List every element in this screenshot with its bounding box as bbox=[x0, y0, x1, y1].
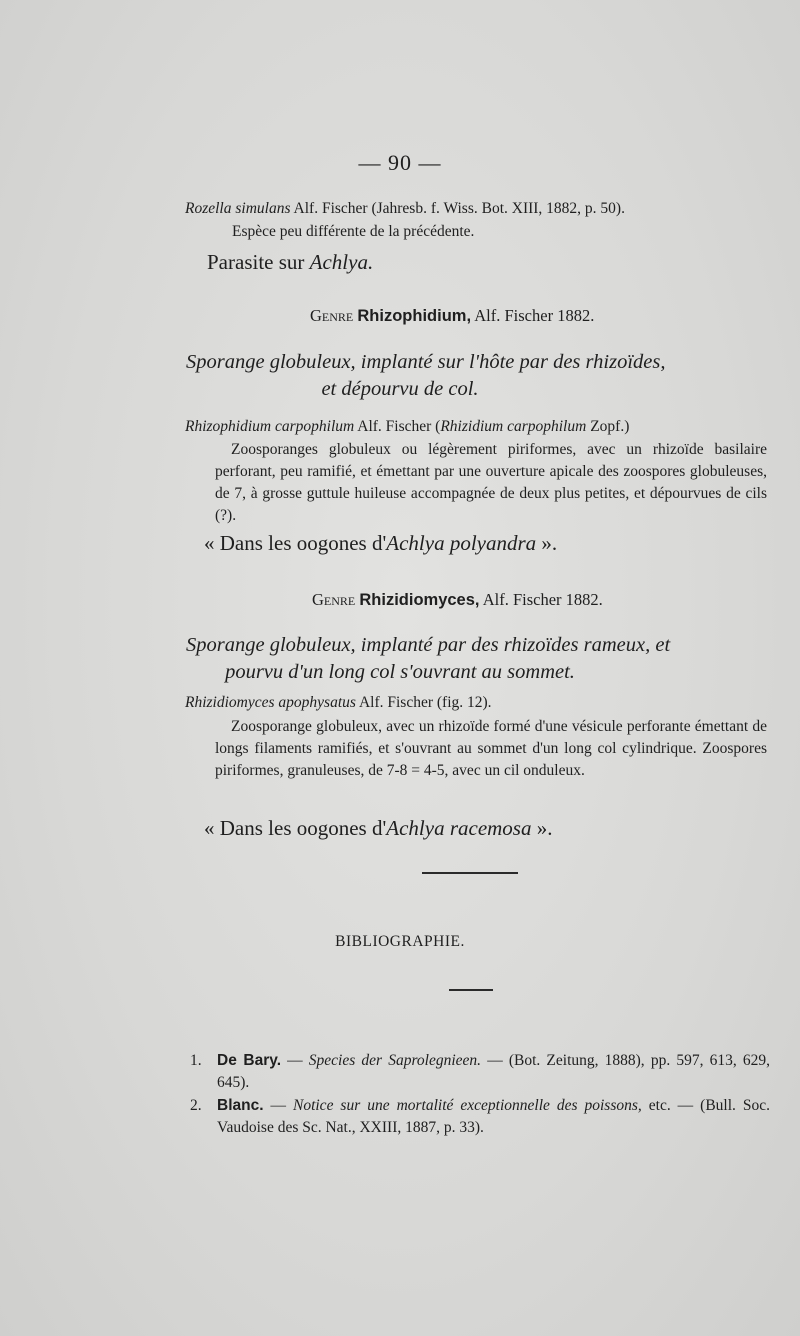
habitat-host: Achlya racemosa bbox=[386, 816, 532, 840]
genre-name: Rhizidiomyces, bbox=[359, 591, 480, 609]
habitat-open: « Dans les oogones d' bbox=[204, 816, 387, 840]
bib-dash: — bbox=[281, 1052, 309, 1069]
bibliography-item bbox=[190, 1095, 770, 1139]
genre-label: Genre bbox=[310, 306, 354, 325]
bib-text bbox=[217, 1050, 770, 1094]
species-name: Rhizophidium carpophilum bbox=[185, 418, 355, 435]
diagnosis-rhizidiomyces-line2: pourvu d'un long col s'ouvrant au sommet. bbox=[225, 661, 575, 683]
diagnosis-rhizophidium-line2: et dépourvu de col. bbox=[321, 378, 479, 400]
synonym-name: Rhizidium carpophilum bbox=[440, 418, 587, 435]
habitat-close: ». bbox=[531, 816, 553, 840]
synonym-open: ( bbox=[435, 418, 441, 435]
habitat-close: ». bbox=[536, 531, 558, 555]
bibliography-list bbox=[190, 1050, 770, 1139]
species-rhizidiomyces-description: Zoosporange globuleux, avec un rhizoïde formé d'une vésicule perforante émettant de longs filaments ramifiés, et s'ouvrant au sommet d'un long col cylindrique. Zoospores piriformes, granuleuses, de 7-8 = 4-5, avec un cil onduleux. bbox=[215, 718, 767, 779]
genre-heading-rhizophidium bbox=[310, 306, 730, 326]
bib-author: Blanc. bbox=[217, 1097, 264, 1114]
species-rhizophidium-carpophilum bbox=[185, 416, 755, 438]
genre-name: Rhizophidium, bbox=[357, 307, 472, 325]
host-name: Achlya. bbox=[309, 250, 374, 274]
species-author: Alf. Fischer bbox=[357, 418, 432, 435]
genre-author: Alf. Fischer 1882. bbox=[474, 306, 595, 325]
genre-author: Alf. Fischer 1882. bbox=[482, 590, 603, 609]
bib-rest: — (Bot. Zeitung, 1888), pp. 597, 613, 629, 645). bbox=[217, 1052, 770, 1091]
bib-title: Notice sur une mortalité exceptionnelle des poissons, bbox=[292, 1097, 642, 1114]
diagnosis-rhizidiomyces-line1: Sporange globuleux, implanté par des rhizoïdes rameux, et bbox=[186, 634, 671, 656]
bib-number: 2. bbox=[190, 1097, 202, 1114]
bib-number: 1. bbox=[190, 1052, 202, 1069]
genre-label: Genre bbox=[312, 590, 356, 609]
species-citation: Alf. Fischer (Jahresb. f. Wiss. Bot. XIII, 1882, p. 50). bbox=[293, 200, 625, 217]
habitat-open: « Dans les oogones d' bbox=[204, 531, 387, 555]
rozella-entry bbox=[185, 198, 725, 220]
section-divider bbox=[422, 872, 518, 874]
species-author: Alf. Fischer (fig. 12). bbox=[358, 694, 492, 711]
species-rhizophidium-description: Zoosporanges globuleux ou légèrement piriformes, avec un rhizoïde basilaire perforant, peu ramifié, et émettant par une ouverture apicale des zoospores globuleuses, de 7, à grosse guttule huileuse accompagnée de deux plus petites, et dépourvues de cils (?). bbox=[215, 441, 767, 524]
bib-author: De Bary. bbox=[217, 1052, 282, 1069]
bib-title: Species der Saprolegnieen. bbox=[308, 1052, 482, 1069]
bib-dash: — bbox=[263, 1097, 293, 1114]
bibliography-heading: BIBLIOGRAPHIE. bbox=[335, 933, 465, 950]
species-name: Rozella simulans bbox=[185, 200, 291, 217]
host-prefix: Parasite sur bbox=[207, 250, 305, 274]
bib-text bbox=[217, 1095, 770, 1139]
species-rhizophidium-habitat bbox=[204, 529, 764, 557]
rozella-host-line bbox=[207, 248, 707, 276]
species-rhizidiomyces-apophysatus bbox=[185, 692, 755, 714]
species-rhizidiomyces-habitat bbox=[204, 814, 764, 842]
synonym-author: Zopf.) bbox=[590, 418, 630, 435]
diagnosis-rhizophidium-line1: Sporange globuleux, implanté sur l'hôte par des rhizoïdes, bbox=[186, 351, 666, 373]
genre-heading-rhizidiomyces bbox=[312, 590, 732, 610]
bibliography-item bbox=[190, 1050, 770, 1094]
bib-rest: etc. — (Bull. Soc. Vaudoise des Sc. Nat., XXIII, 1887, p. 33). bbox=[217, 1097, 770, 1136]
rozella-description: Espèce peu différente de la précédente. bbox=[232, 223, 475, 240]
page-number: — 90 — bbox=[358, 150, 442, 175]
heading-underline bbox=[449, 989, 493, 991]
habitat-host: Achlya polyandra bbox=[386, 531, 537, 555]
species-name: Rhizidiomyces apophysatus bbox=[185, 694, 356, 711]
